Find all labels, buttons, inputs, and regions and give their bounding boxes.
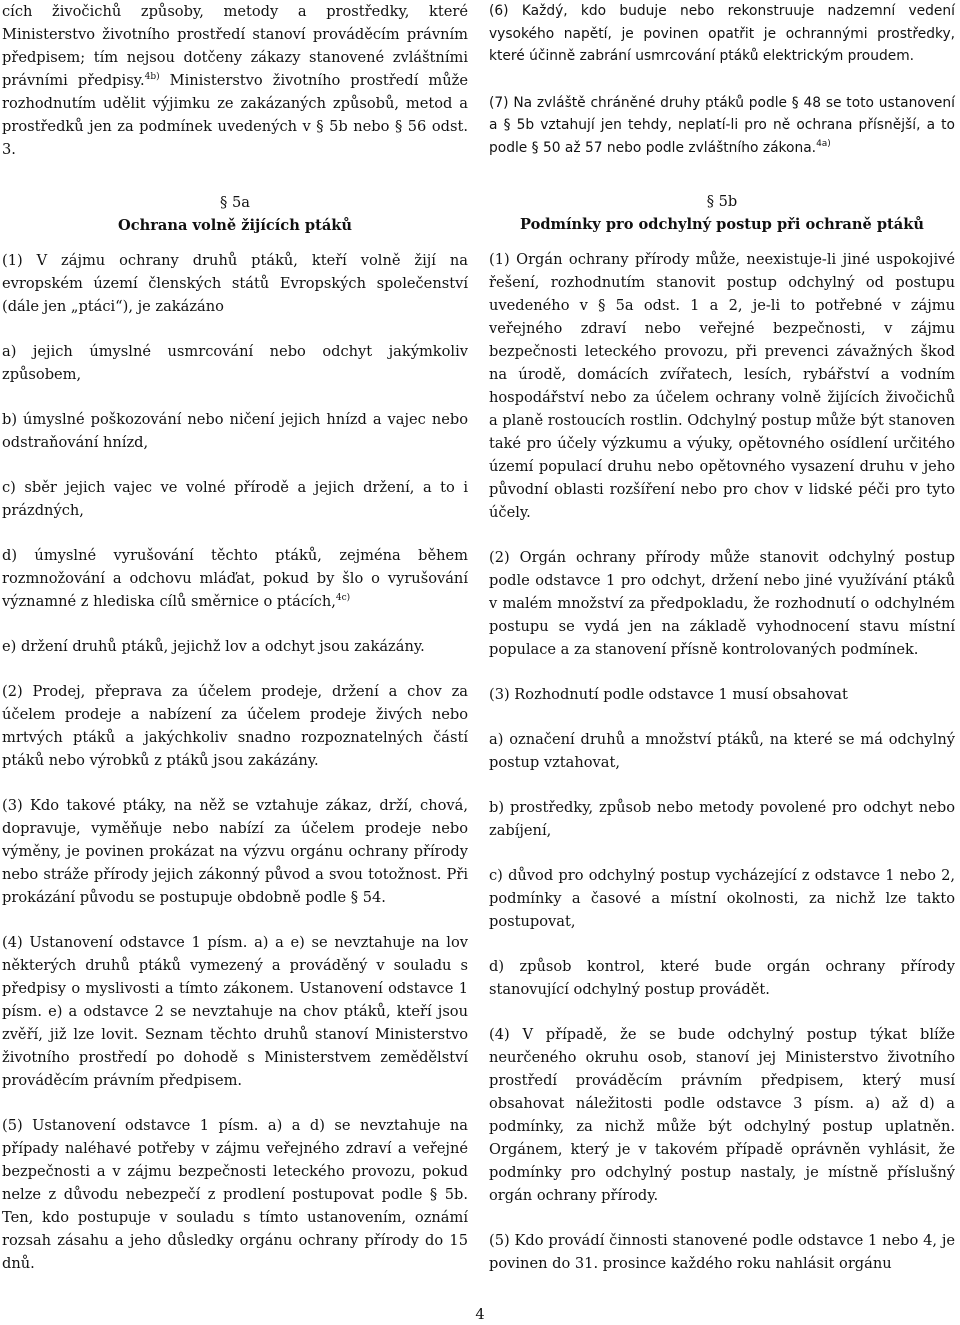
item-a: a) jejich úmyslné usmrcování nebo odchyt jakýmkoliv způsobem,: [2, 343, 468, 383]
item-5b-d: d) způsob kontrol, které bude orgán ochrany přírody stanovující odchylný postup provádět.: [489, 957, 955, 998]
footnote-ref[interactable]: 4c): [335, 593, 351, 603]
paragraph-5a-7: [489, 92, 955, 160]
paragraph-5a-4: (4) Ustanovení odstavce 1 písm. a) a e) se nevztahuje na lov některých druhů ptáků vymezený a prováděný v souladu s předpisy o myslivosti a tímto zákonem. Ustanovení odstavce 1 písm. e) a odstavce 2 se nevztahuje na chov ptáků, kteří jsou zvěří, již lze lovit. Seznam těchto druhů stanoví Ministerstvo životního prostředí po dohodě s Ministerstvem zemědělství prováděcím právním předpisem.: [2, 934, 468, 1089]
item-e: e) držení druhů ptáků, jejichž lov a odchyt jsou zakázány.: [2, 638, 425, 655]
left-column: [2, 0, 468, 1275]
item-5b-a: a) označení druhů a množství ptáků, na které se má odchylný postup vztahovat,: [489, 730, 955, 771]
page-number: 4: [475, 1306, 485, 1323]
paragraph-5a-6: (6) Každý, kdo buduje nebo rekonstruuje nadzemní vedení vysokého napětí, je povinen opatřit je ochrannými prostředky, které účinně zabrání usmrcování ptáků elektrickým proudem.: [489, 3, 955, 65]
section-number-5a: § 5a: [220, 194, 250, 211]
item-c: c) sběr jejich vajec ve volné přírodě a jejich držení, a to i prázdných,: [2, 479, 468, 519]
paragraph-5a-1: (1) V zájmu ochrany druhů ptáků, kteří volně žijí na evropském území členských států Evropských společenství (dále jen „ptáci“), je zakázáno: [2, 252, 468, 315]
paragraph-5b-3: (3) Rozhodnutí podle odstavce 1 musí obsahovat: [489, 685, 848, 703]
footnote-ref[interactable]: 4b): [144, 72, 160, 82]
paragraph-5b-5: (5) Kdo provádí činnosti stanovené podle odstavce 1 nebo 4, je povinen do 31. prosince každého roku nahlásit orgánu: [489, 1231, 955, 1272]
footnote-ref[interactable]: 4a): [816, 138, 831, 149]
section-title-5a: Ochrana volně žijících ptáků: [117, 217, 353, 234]
paragraph-5a-3: (3) Kdo takové ptáky, na něž se vztahuje zákaz, drží, chová, dopravuje, vyměňuje nebo nabízí za účelem prodeje nebo výměny, je povinen prokázat na výzvu orgánu ochrany přírody nebo stráže přírody jejich zákonný původ a svou totožnost. Při prokázání původu se postupuje obdobně podle § 54.: [2, 797, 468, 906]
paragraph-5b-4: (4) V případě, že se bude odchylný postup týkat blíže neurčeného okruhu osob, stanoví jej Ministerstvo životního prostředí prováděcím právním předpisem, který musí obsahovat náležitosti podle odstavce 3 písm. a) až d) a podmínky, za nichž může být odchylný postup uplatněn. Orgánem, který je v takovém případě oprávněn vyhlásit, že podmínky pro odchylný postup nastaly, je místně příslušný orgán ochrany přírody.: [489, 1025, 955, 1204]
item-d-text: d) úmyslné vyrušování těchto ptáků, zejména během rozmnožování a odchovu mláďat, pokud by šlo o vyrušování významné z hlediska cílů směrnice o ptácích,: [2, 547, 468, 610]
item-d: [2, 544, 468, 613]
paragraph-5b-1: (1) Orgán ochrany přírody může, neexistuje-li jiné uspokojivé řešení, rozhodnutím stanovit postup odchylný od postupu uvedeného v § 5a odst. 1 a 2, je-li to potřebné v zájmu veřejného zdraví nebo veřejné bezpečnosti, v zájmu bezpečnosti leteckého provozu, při prevenci závažných škod na úrodě, domácích zvířatech, lesích, rybářství a vodním hospodářství nebo za účelem ochrany volně žijících živočichů a planě rostoucích rostlin. Odchylný postup může být stanoven také pro účely výzkumu a výuky, opětovného osídlení určitého území populací druhu nebo opětovného vysazení druhu v jeho původní oblasti rozšíření nebo pro chov v lidské péči pro tyto účely.: [489, 250, 955, 521]
paragraph-5a-2: (2) Prodej, přeprava za účelem prodeje, držení a chov za účelem prodeje a nabízení za účelem prodeje živých nebo mrtvých ptáků a jakýchkoliv snadno rozpoznatelných částí ptáků nebo výrobků z ptáků jsou zakázány.: [2, 683, 468, 769]
item-b: b) úmyslné poškozování nebo ničení jejich hnízd a vajec nebo odstraňování hnízd,: [2, 411, 468, 451]
paragraph-5a-7-text: (7) Na zvláště chráněné druhy ptáků podle § 48 se toto ustanovení a § 5b vztahují jen tehdy, neplatí-li pro ně ochrana přísnější, a to podle § 50 až 57 nebo podle zvláštního zákona.: [489, 94, 955, 156]
section-title-5b: Podmínky pro odchylný postup při ochraně ptáků: [520, 215, 924, 233]
carryover-text-cont: Ministerstvo životního prostředí může rozhodnutím udělit výjimku ze zakázaných způsobů, metod a prostředků jen za podmínek uvedených v § 5b nebo § 56 odst. 3.: [2, 72, 468, 158]
item-5b-c: c) důvod pro odchylný postup vycházející z odstavce 1 nebo 2, podmínky a časové a místní okolnosti, za nichž lze takto postupovat,: [489, 866, 955, 930]
item-5b-b: b) prostředky, způsob nebo metody povolené pro odchyt nebo zabíjení,: [489, 798, 955, 839]
section-number-5b: § 5b: [706, 192, 738, 210]
right-column: [489, 0, 955, 1275]
paragraph-5a-5: (5) Ustanovení odstavce 1 písm. a) a d) se nevztahuje na případy naléhavé potřeby v zájmu veřejného zdraví a veřejné bezpečnosti a v zájmu bezpečnosti leteckého provozu, pokud nelze z důvodu nebezpečí z prodlení postupovat podle § 5b. Ten, kdo postupuje v souladu s tímto ustanovením, oznámí rozsah zásahu a jeho důsledky orgánu ochrany přírody do 15 dnů.: [2, 1117, 468, 1272]
carryover-text: cích živočichů způsoby, metody a prostředky, které Ministerstvo životního prostředí stanoví prováděcím právním předpisem; tím nejsou dotčeny zákazy stanovené zvláštními právními předpisy.: [2, 3, 468, 89]
paragraph-5b-2: (2) Orgán ochrany přírody může stanovit odchylný postup podle odstavce 1 pro odchyt, držení nebo jiné využívání ptáků v malém množství za předpokladu, že rozhodnutí o odchylném postupu se vydá jen na základě vyhodnocení stavu místní populace a za stanovení přísně kontrolovaných podmínek.: [489, 548, 955, 658]
carryover-paragraph: [2, 0, 468, 161]
